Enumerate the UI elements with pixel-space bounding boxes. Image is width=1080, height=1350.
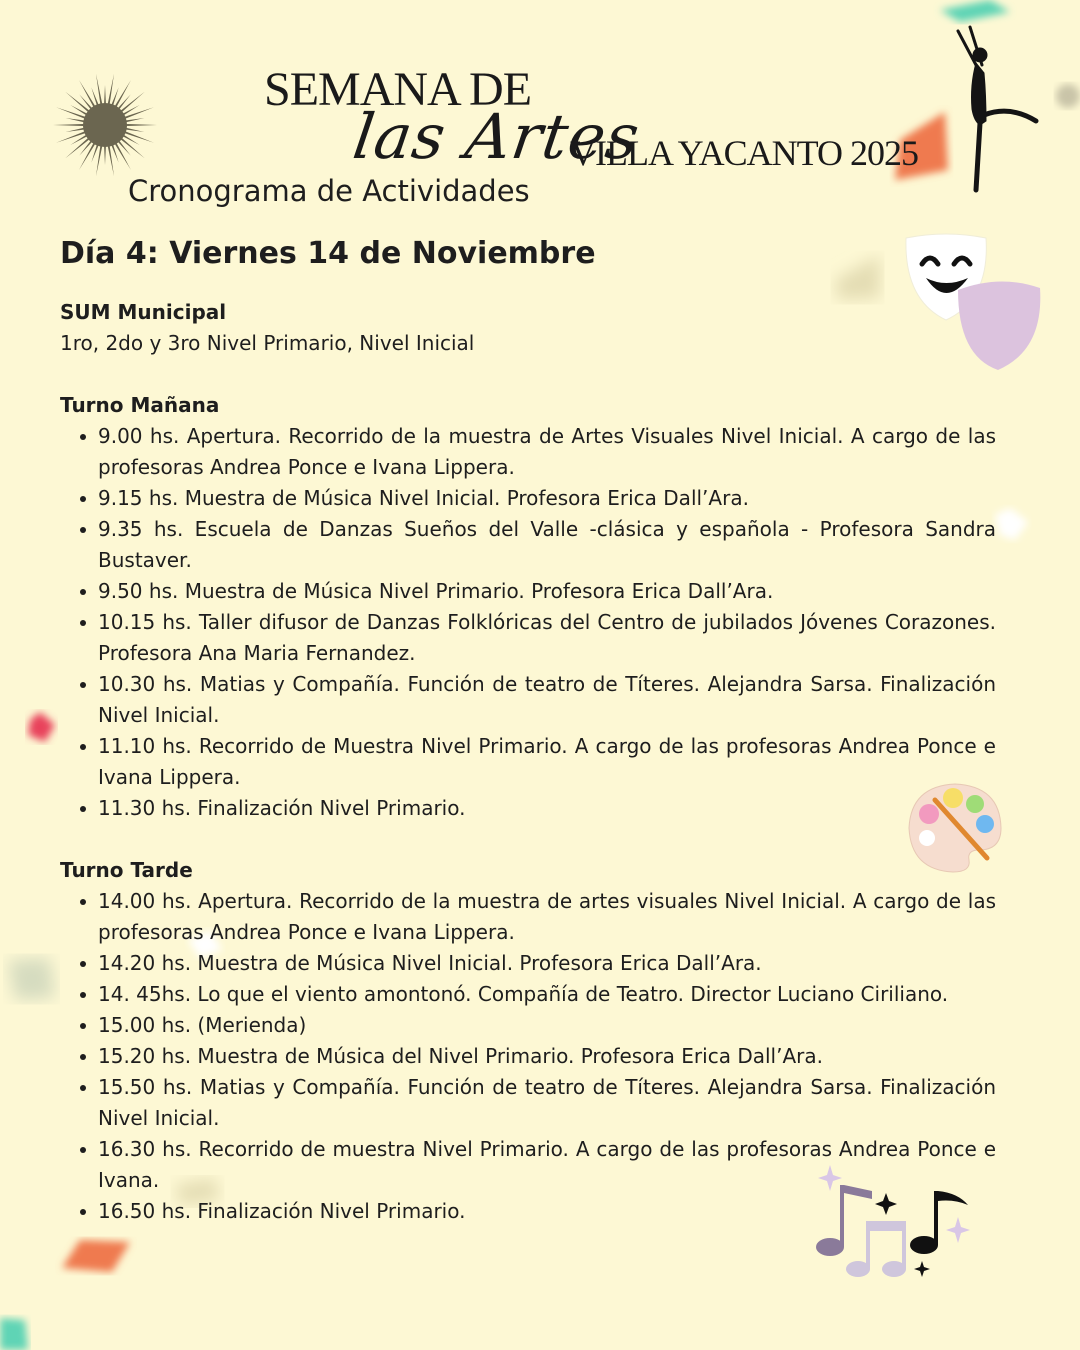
list-item: 15.50 hs. Matias y Compañía. Función de teatro de Títeres. Alejandra Sarsa. Finalización Nivel Inicial. — [98, 1072, 996, 1134]
day-title: Día 4: Viernes 14 de Noviembre — [60, 236, 596, 271]
list-item: 11.10 hs. Recorrido de Muestra Nivel Primario. A cargo de las profesoras Andrea Ponce e Ivana Lippera. — [98, 731, 996, 793]
schedule-subtitle: Cronograma de Actividades — [128, 174, 530, 208]
poster-header — [0, 0, 1080, 230]
list-item: 10.15 hs. Taller difusor de Danzas Folklóricas del Centro de jubilados Jóvenes Corazones. Profesora Ana Maria Fernandez. — [98, 607, 996, 669]
event-title: SEMANA DE — [264, 63, 532, 116]
list-item: 16.30 hs. Recorrido de muestra Nivel Primario. A cargo de las profesoras Andrea Ponce e Ivana. — [98, 1134, 996, 1196]
list-item: 10.30 hs. Matias y Compañía. Función de teatro de Títeres. Alejandra Sarsa. Finalización Nivel Inicial. — [98, 669, 996, 731]
list-item: 14. 45hs. Lo que el viento amontonó. Compañía de Teatro. Director Luciano Ciriliano. — [98, 979, 996, 1010]
list-item: 15.20 hs. Muestra de Música del Nivel Primario. Profesora Erica Dall’Ara. — [98, 1041, 996, 1072]
morning-shift-title: Turno Mañana — [60, 393, 220, 417]
event-title-script: las Artes — [348, 100, 645, 173]
venue-levels: 1ro, 2do y 3ro Nivel Primario, Nivel Inicial — [60, 331, 475, 355]
morning-activity-list — [60, 421, 996, 824]
list-item: 16.50 hs. Finalización Nivel Primario. — [98, 1196, 996, 1227]
list-item: 9.00 hs. Apertura. Recorrido de la muestra de Artes Visuales Nivel Inicial. A cargo de las profesoras Andrea Ponce e Ivana Lippera. — [98, 421, 996, 483]
afternoon-shift-title: Turno Tarde — [60, 858, 193, 882]
list-item: 14.20 hs. Muestra de Música Nivel Inicial. Profesora Erica Dall’Ara. — [98, 948, 996, 979]
list-item: 15.00 hs. (Merienda) — [98, 1010, 996, 1041]
list-item: 9.50 hs. Muestra de Música Nivel Primario. Profesora Erica Dall’Ara. — [98, 576, 996, 607]
schedule-content — [60, 236, 996, 1258]
afternoon-activity-list — [60, 886, 996, 1227]
list-item: 9.35 hs. Escuela de Danzas Sueños del Valle -clásica y española - Profesora Sandra Bustaver. — [98, 514, 996, 576]
list-item: 9.15 hs. Muestra de Música Nivel Inicial. Profesora Erica Dall’Ara. — [98, 483, 996, 514]
event-location: VILLA YACANTO 2025 — [570, 133, 918, 173]
list-item: 14.00 hs. Apertura. Recorrido de la muestra de artes visuales Nivel Inicial. A cargo de las profesoras Andrea Ponce e Ivana Lippera. — [98, 886, 996, 948]
list-item: 11.30 hs. Finalización Nivel Primario. — [98, 793, 996, 824]
venue-name: SUM Municipal — [60, 300, 227, 324]
